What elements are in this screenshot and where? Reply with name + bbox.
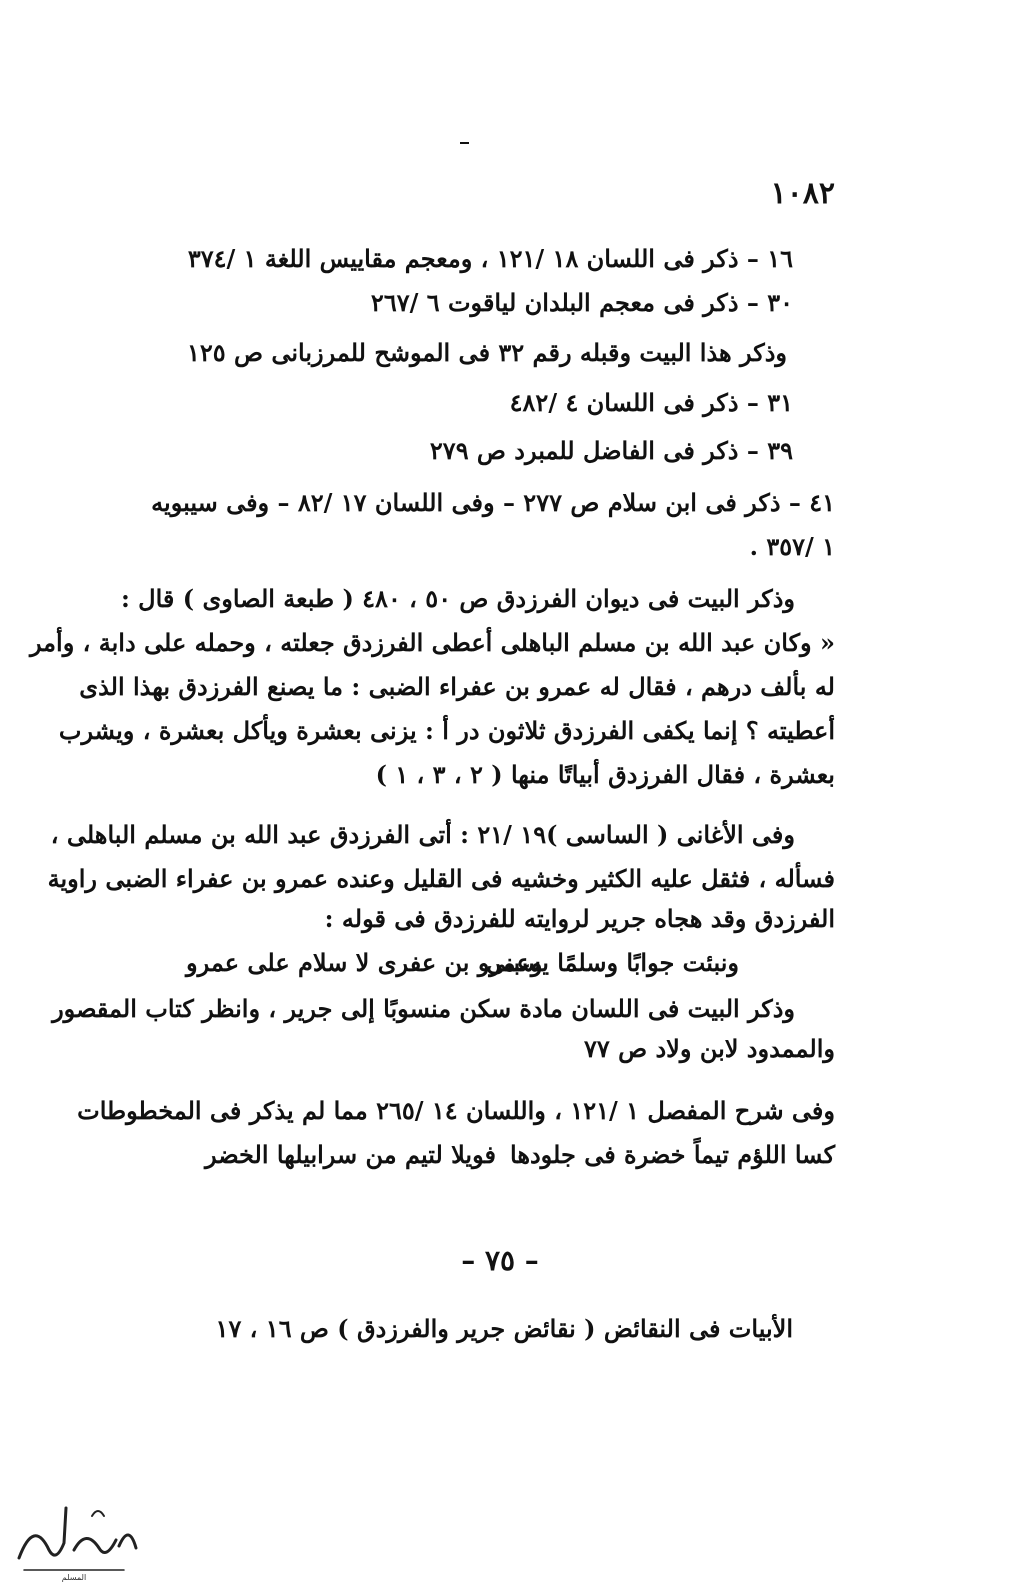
paragraph-line: وفى شرح المفصل ١ /١٢١ ، واللسان ١٤ /٢٦٥ مما لم يذكر فى المخطوطات [77, 1096, 835, 1125]
paragraph-line: له بألف درهم ، فقال له عمرو بن عفراء الضبى : ما يصنع الفرزدق بهذا الذى [79, 672, 835, 701]
note-line: وذكر هذا البيت وقبله رقم ٣٢ فى الموشح للمرزبانى ص ١٢٥ [186, 338, 787, 367]
top-mark [460, 142, 469, 144]
paragraph-line: والممدود لابن ولاد ص ٧٧ [583, 1034, 835, 1063]
verse-hemistich-right: ونبئت جوابًا وسلمًا يسبنى [486, 948, 739, 977]
verse-hemistich-left: فويلا لتيم من سرابيلها الخضر [205, 1140, 496, 1169]
paragraph-line: بعشرة ، فقال الفرزدق أبياتًا منها ( ٢ ، ٣ ، ١ ) [375, 760, 835, 789]
paragraph-line: وفى الأغانى ( الساسى )١٩ /٢١ : أتى الفرزدق عبد الله بن مسلم الباهلى ، [50, 820, 795, 849]
stamp-caption: المسلم [61, 1573, 87, 1582]
note-line: ٤١ – ذكر فى ابن سلام ص ٢٧٧ – وفى اللسان ١٧ /٨٢ – وفى سيبويه [151, 488, 835, 517]
note-line: ٣٠ – ذكر فى معجم البلدان لياقوت ٦ /٢٦٧ [370, 288, 793, 317]
verse-hemistich-left: وعمرو بن عفرى لا سلام على عمرو [186, 948, 543, 977]
paragraph-line: وذكر البيت فى اللسان مادة سكن منسوبًا إلى جرير ، وانظر كتاب المقصور [52, 994, 795, 1023]
note-line: ١ /٣٥٧ . [749, 532, 835, 561]
section-number: – ٧٥ – [461, 1244, 539, 1277]
paragraph-line: وذكر البيت فى ديوان الفرزدق ص ٥٠ ، ٤٨٠ ( طبعة الصاوى ) قال : [120, 584, 795, 613]
section-heading: الأبيات فى النقائض ( نقائض جرير والفرزدق ) ص ١٦ ، ١٧ [215, 1314, 793, 1343]
paragraph-line: أعطيته ؟ إنما يكفى الفرزدق ثلاثون در أ : يزنى بعشرة ويأكل بعشرة ، ويشرب [58, 716, 835, 745]
page-number: ١٠٨٢ [770, 176, 835, 211]
library-stamp-logo [4, 1488, 144, 1583]
note-line: ١٦ – ذكر فى اللسان ١٨ /١٢١ ، ومعجم مقاييس اللغة ١ /٣٧٤ [187, 244, 793, 273]
paragraph-line: الفرزدق وقد هجاه جرير لروايته للفرزدق فى قوله : [324, 904, 835, 933]
paragraph-line: فسأله ، فثقل عليه الكثير وخشيه فى القليل وعنده عمرو بن عفراء الضبى راوية [47, 864, 835, 893]
paragraph-line: « وكان عبد الله بن مسلم الباهلى أعطى الفرزدق جعلته ، وحمله على دابة ، وأمر [29, 628, 835, 657]
verse-hemistich-right: كسا اللؤم تيماً خضرة فى جلودها [510, 1140, 835, 1169]
note-line: ٣٩ – ذكر فى الفاضل للمبرد ص ٢٧٩ [429, 436, 793, 465]
note-line: ٣١ – ذكر فى اللسان ٤ /٤٨٢ [509, 388, 793, 417]
